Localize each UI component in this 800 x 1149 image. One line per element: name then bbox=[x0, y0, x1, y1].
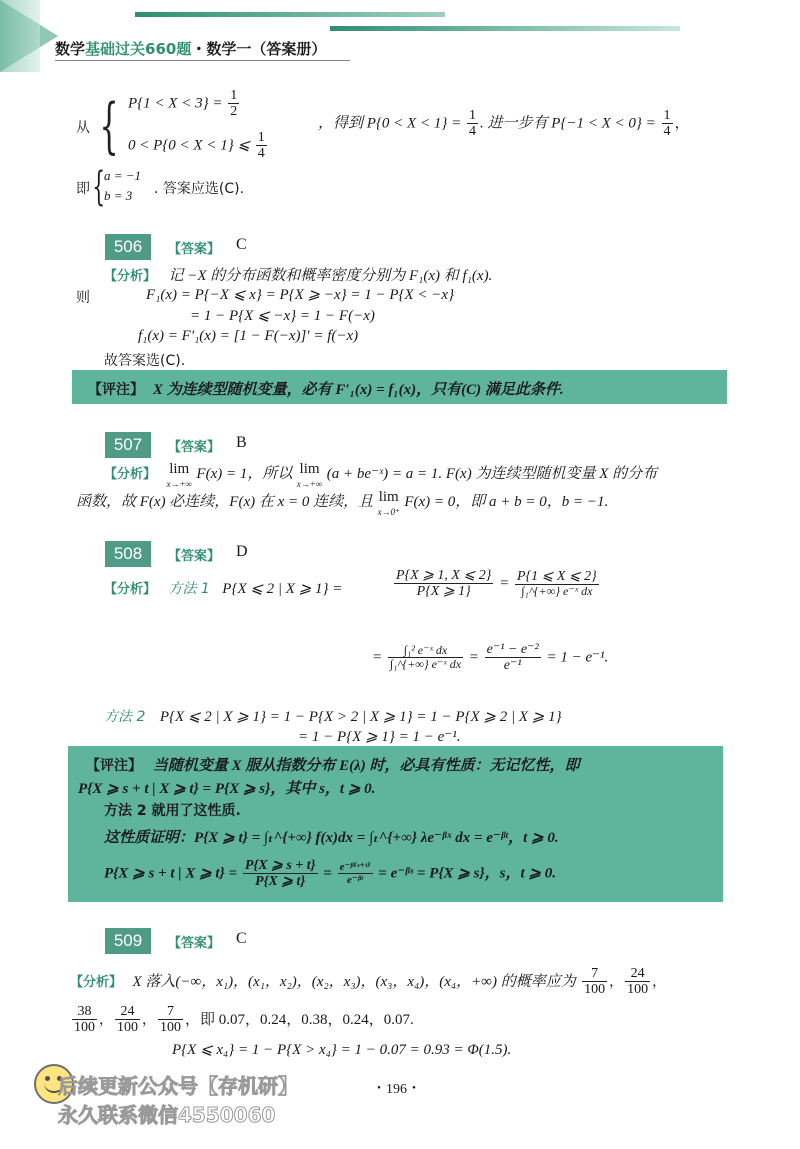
top-case2-frac bbox=[256, 130, 267, 162]
q508-m1-frac1-inner bbox=[394, 568, 493, 600]
q507-line1b: (a + be⁻ˣ) = a = 1. F(x) 为连续型随机变量 X 的分布 bbox=[326, 466, 658, 482]
q508-m1-frac2-inner bbox=[515, 569, 599, 599]
top-case1-den: 2 bbox=[230, 104, 238, 120]
q509-f4-den: 100 bbox=[117, 1020, 138, 1036]
q508-m1-f3-den: ∫₁^{+∞} e⁻ˣ dx bbox=[389, 657, 462, 672]
top-get-frac bbox=[467, 108, 478, 140]
header-title-highlight: 基础过关660题 bbox=[85, 40, 192, 58]
q509-f2-den: 100 bbox=[627, 982, 649, 998]
top-further-num: 1 bbox=[663, 108, 671, 123]
q507-lim1-word: lim bbox=[169, 461, 190, 477]
q508-m1-f1-den: P{X ⩾ 1} bbox=[416, 584, 471, 600]
top-from: 从 bbox=[76, 120, 90, 136]
q508-method1-row bbox=[104, 578, 342, 598]
top-further-den: 4 bbox=[663, 124, 671, 140]
q508-m2-line1: P{X ⩽ 2 | X ⩾ 1} = 1 − P{X > 2 | X ⩾ 1} = 1 − P{X ⩾ 2 | X ⩾ 1} bbox=[159, 709, 562, 725]
q508-note-l1 bbox=[86, 754, 580, 775]
header-title bbox=[55, 38, 326, 59]
q508-m1-f4-num: e⁻¹ − e⁻² bbox=[486, 642, 539, 657]
q507-analysis-label: 【分析】 bbox=[104, 467, 157, 482]
q508-analysis-label: 【分析】 bbox=[104, 582, 157, 597]
q509-frac2 bbox=[625, 966, 650, 998]
q508-m1-f4-den: e⁻¹ bbox=[503, 658, 522, 674]
q506-conclude: 故答案选(C). bbox=[104, 353, 186, 369]
q509-analysis-label: 【分析】 bbox=[70, 974, 123, 990]
top-case1 bbox=[128, 88, 241, 120]
q508-m1-f3-num: ∫₁² e⁻ˣ dx bbox=[388, 644, 463, 658]
q507-lim2 bbox=[297, 462, 322, 491]
top-case1-frac bbox=[228, 88, 239, 120]
q507-line2a: 函数，故 F(x) 必连续，F(x) 在 x = 0 连续，且 bbox=[76, 494, 374, 510]
top-comma: ， bbox=[674, 115, 690, 132]
q508-note-l5-f2-num: e⁻ᵝ⁽ˢ⁺ᵗ⁾ bbox=[339, 861, 371, 874]
q506-eq3: f₁(x) = F′₁(x) = [1 − F(−x)]′ = f(−x) bbox=[138, 328, 359, 344]
question-number-508: 508 bbox=[105, 541, 151, 567]
q507-line2b: F(x) = 0，即 a + b = 0，b = −1. bbox=[404, 494, 609, 510]
q509-line2-rest: ，即 0.07，0.24，0.38，0.24，0.07. bbox=[185, 1011, 414, 1028]
top-brace: { bbox=[99, 91, 119, 161]
q508-note-l5-frac2 bbox=[338, 861, 373, 886]
page-number: ・196・ bbox=[372, 1082, 421, 1097]
q508-m1-f2-num: P{1 ⩽ X ⩽ 2} bbox=[516, 569, 597, 585]
top-case2-lhs: 0 < P{0 < X < 1} ⩽ bbox=[128, 137, 251, 154]
q506-note-text: X 为连续型随机变量，必有 F′₁(x) = f₁(x)，只有(C) 满足此条件. bbox=[152, 382, 564, 398]
header-title-prefix: 数学 bbox=[55, 40, 86, 58]
q509-f5-den: 100 bbox=[160, 1020, 181, 1036]
top-case2-num: 1 bbox=[257, 130, 265, 145]
q508-note-l5 bbox=[104, 858, 556, 890]
q506-analysis bbox=[104, 264, 492, 285]
q508-m1-eq-sign3: = bbox=[468, 649, 479, 666]
q507-lim3-word: lim bbox=[378, 489, 399, 505]
watermark-line1: 后续更新公众号【存机研】 bbox=[58, 1074, 298, 1098]
q509-f1-num: 7 bbox=[582, 966, 607, 982]
q506-answer-label: 【答案】 bbox=[168, 242, 221, 257]
top-get-num: 1 bbox=[468, 108, 476, 123]
q507-line1a: F(x) = 1，所以 bbox=[196, 466, 293, 482]
q508-note-l5-eq: = bbox=[323, 865, 332, 882]
q506-eq2: = 1 − P{X ⩽ −x} = 1 − F(−x) bbox=[190, 308, 375, 324]
q506-analysis-label: 【分析】 bbox=[104, 269, 157, 284]
q508-note-l5-f1-den: P{X ⩾ t} bbox=[255, 874, 306, 890]
q509-f3-num: 38 bbox=[72, 1004, 97, 1020]
q507-lim3 bbox=[378, 490, 400, 519]
question-number-506: 506 bbox=[105, 234, 151, 260]
header-corner-shade bbox=[0, 0, 40, 72]
q508-m1-frac4 bbox=[485, 642, 541, 674]
q508-note-l4: 这性质证明：P{X ⩾ t} = ∫ₜ^{+∞} f(x)dx = ∫ₜ^{+∞} λe⁻ᵝˣ dx = e⁻ᵝᵗ，t ⩾ 0. bbox=[104, 830, 559, 846]
q508-note-l5-lhs: P{X ⩾ s + t | X ⩾ t} = bbox=[104, 865, 238, 882]
q508-m1-line2 bbox=[372, 642, 608, 674]
q507-lim1-sub: x→+∞ bbox=[166, 479, 192, 489]
q508-m1-eq-sign2: = bbox=[372, 649, 383, 666]
q508-note-l5-frac1 bbox=[243, 858, 318, 890]
top-case2 bbox=[128, 130, 269, 162]
q508-m1-frac1 bbox=[392, 568, 601, 600]
q508-answer-label: 【答案】 bbox=[168, 549, 221, 564]
q507-line1 bbox=[104, 462, 657, 491]
top-ji: 即 bbox=[76, 181, 90, 197]
q507-lim3-sub: x→0⁺ bbox=[377, 507, 400, 517]
question-number-509: 509 bbox=[105, 928, 151, 954]
q508-m1-result: = 1 − e⁻¹. bbox=[546, 649, 609, 666]
top-get-text: ，得到 P{0 < X < 1} = bbox=[318, 115, 462, 132]
q506-then: 则 bbox=[76, 290, 90, 306]
q508-m1-eq-sign: = bbox=[499, 575, 510, 592]
q506-line1: 记 −X 的分布函数和概率密度分别为 F₁(x) 和 f₁(x). bbox=[168, 268, 493, 284]
q509-frac4 bbox=[115, 1004, 140, 1036]
q508-m1-f1-num: P{X ⩾ 1, X ⩽ 2} bbox=[396, 568, 492, 583]
q506-note-label: 【评注】 bbox=[88, 382, 144, 398]
q509-line1: 【分析】 X 落入(−∞，x₁)，(x₁，x₂)，(x₂，x₃)，(x₃，x₄)，(x₄，+∞) 的概率应为 $\frac{7}{100}$ ， $\frac{24}{100}$ ， bbox=[70, 966, 667, 998]
q509-f5-num: 7 bbox=[158, 1004, 183, 1020]
q508-note-l5-f1-num: P{X ⩾ s + t} bbox=[244, 858, 316, 873]
q508-m2-line2: = 1 − P{X ⩾ 1} = 1 − e⁻¹. bbox=[298, 729, 461, 745]
q509-frac1 bbox=[582, 966, 607, 998]
q509-frac5 bbox=[158, 1004, 183, 1036]
q508-method2-row bbox=[104, 706, 562, 726]
q507-lim2-sub: x→+∞ bbox=[296, 479, 323, 489]
top-sys1: a = −1 bbox=[104, 168, 142, 183]
q508-method2-label: 方法 2 bbox=[104, 709, 146, 725]
q507-line2 bbox=[76, 490, 608, 519]
q509-f1-den: 100 bbox=[584, 982, 606, 998]
q506-note bbox=[88, 378, 564, 399]
q509-frac3 bbox=[72, 1004, 97, 1036]
q509-f4-num: 24 bbox=[115, 1004, 140, 1020]
q506-answer-value: C bbox=[236, 236, 247, 253]
q508-note-l1-text: 当随机变量 X 服从指数分布 E(λ) 时，必具有性质：无记忆性，即 bbox=[152, 758, 580, 774]
top-further-frac bbox=[662, 108, 673, 140]
q508-note-l5-rhs: = e⁻ᵝˢ = P{X ⩾ s}，s，t ⩾ 0. bbox=[378, 865, 556, 882]
q507-answer-label: 【答案】 bbox=[168, 440, 221, 455]
top-case1-lhs: P{1 < X < 3} = bbox=[128, 95, 223, 112]
watermark-line2: 永久联系微信4550060 bbox=[58, 1103, 276, 1127]
header-bar-bottom bbox=[330, 26, 680, 31]
header-title-suffix: ・数学一（答案册） bbox=[191, 40, 327, 58]
q508-note-l2: P{X ⩾ s + t | X ⩾ t} = P{X ⩾ s}，其中 s，t ⩾ 0. bbox=[78, 781, 376, 797]
q509-f2-num: 24 bbox=[625, 966, 650, 982]
top-get bbox=[318, 108, 690, 140]
q507-lim1 bbox=[166, 462, 191, 491]
q508-m1-frac3 bbox=[388, 644, 463, 671]
q509-line3: P{X ⩽ x₄} = 1 − P{X > x₄} = 1 − 0.07 = 0.93 = Φ(1.5). bbox=[172, 1042, 512, 1058]
q508-method1-label: 方法 1 bbox=[168, 581, 210, 597]
top-sys2: b = 3 bbox=[104, 188, 133, 203]
q507-answer-value: B bbox=[236, 434, 247, 451]
question-number-507: 507 bbox=[105, 432, 151, 458]
top-answer-text: . 答案应选(C). bbox=[154, 181, 245, 197]
q508-note-label: 【评注】 bbox=[86, 758, 142, 774]
top-case2-den: 4 bbox=[257, 146, 265, 162]
header-bar-top bbox=[135, 12, 445, 17]
q509-answer-label: 【答案】 bbox=[168, 936, 221, 951]
q508-m1-f2-den: ∫₁^{+∞} e⁻ˣ dx bbox=[521, 584, 593, 599]
q509-line2: $\frac{38}{100}$ ， $\frac{24}{100}$ ， $\frac{7}{100}$ ，即 0.07，0.24，0.38，0.24，0.07. bbox=[74, 1004, 414, 1036]
q509-line1-text: X 落入(−∞，x₁)，(x₁，x₂)，(x₂，x₃)，(x₃，x₄)，(x₄，+∞) 的概率应为 bbox=[132, 973, 576, 990]
header-underline bbox=[55, 60, 350, 61]
q508-note-l3: 方法 2 就用了这性质. bbox=[104, 803, 241, 819]
q508-m1-lhs: P{X ⩽ 2 | X ⩾ 1} = bbox=[222, 581, 343, 597]
top-further-text: . 进一步有 P{−1 < X < 0} = bbox=[479, 115, 656, 132]
q508-answer-value: D bbox=[236, 543, 248, 560]
top-get-den: 4 bbox=[468, 124, 476, 140]
q508-note-l5-f2-den: e⁻ᵝᵗ bbox=[347, 874, 364, 887]
q509-answer-value: C bbox=[236, 930, 247, 947]
q507-lim2-word: lim bbox=[299, 461, 320, 477]
top-sys-brace: { bbox=[92, 164, 106, 210]
top-case1-num: 1 bbox=[230, 88, 238, 103]
q506-eq1: F₁(x) = P{−X ⩽ x} = P{X ⩾ −x} = 1 − P{X < −x} bbox=[146, 287, 455, 303]
q509-f3-den: 100 bbox=[74, 1020, 95, 1036]
